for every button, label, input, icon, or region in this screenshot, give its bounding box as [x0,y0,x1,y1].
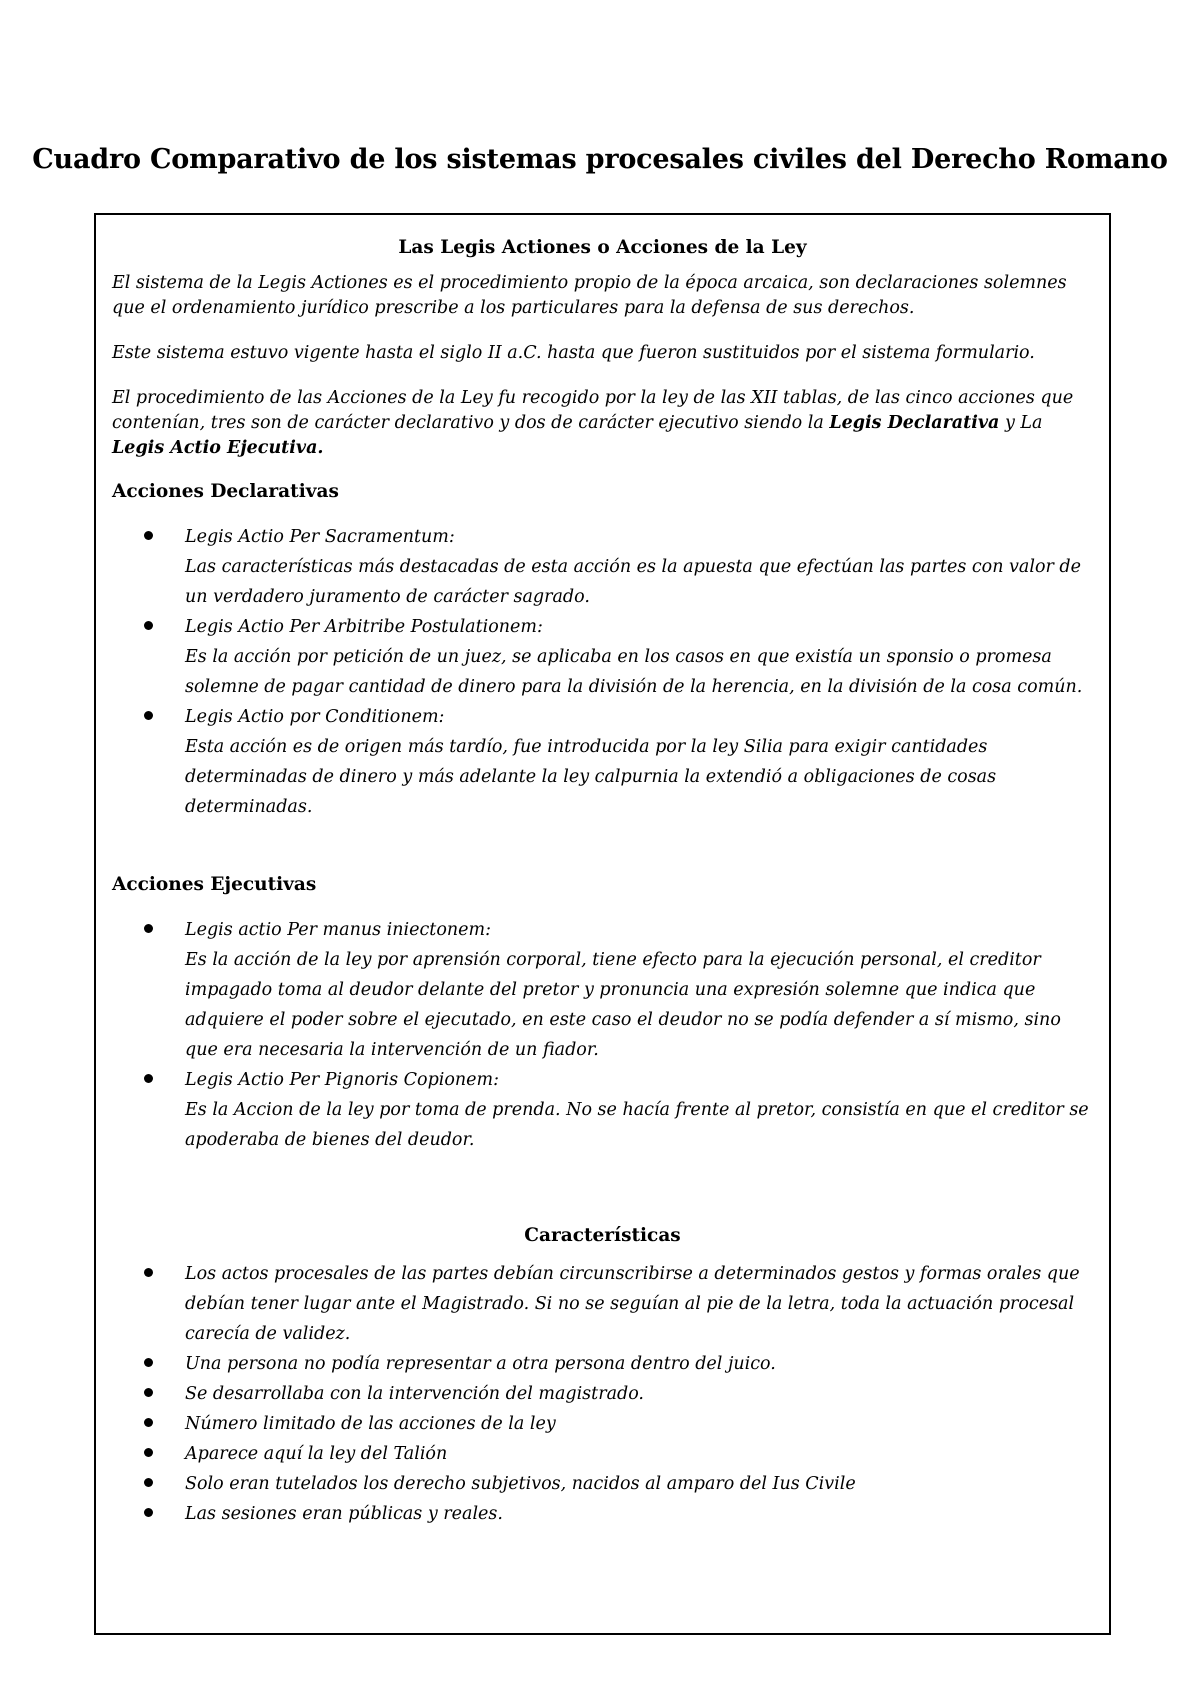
item-text: Los actos procesales de las partes debían circunscribirse a determinados gestos y formas orales que debían tener lugar ante el Magistrado. Si no se seguían al pie de la letra, toda la actuación procesal carecía de validez. [185,1264,1080,1344]
procedimiento-paragraph [112,386,1093,461]
bullet-icon [144,1358,153,1367]
bullet-icon [144,711,153,720]
list-item [112,1439,1093,1469]
bullet-icon [144,1508,153,1517]
section-heading: Las Legis Actiones o Acciones de la Ley [398,237,807,258]
declarativas-list [112,522,1093,822]
list-item [112,1409,1093,1439]
item-title: Legis Actio Per Sacramentum: [185,527,455,547]
list-item [112,915,1093,1065]
item-text: Número limitado de las acciones de la ley [185,1414,556,1434]
item-text: Se desarrollaba con la intervención del magistrado. [185,1384,644,1404]
bullet-icon [144,1074,153,1083]
bold-legis-ejecutiva: Legis Actio Ejecutiva. [112,438,324,458]
list-item [112,1379,1093,1409]
vigencia-paragraph: Este sistema estuvo vigente hasta el siglo II a.C. hasta que fueron sustituidos por el sistema formulario. [112,343,1035,363]
procedimiento-text: El procedimiento de las Acciones de la Ley fu recogido por la ley de las XII tablas, de las cinco acciones que contenían, tres son de carácter declarativo y dos de carácter ejecutivo siendo la [112,388,1074,433]
list-item [112,522,1093,612]
bullet-icon [144,924,153,933]
content-box [94,213,1111,1635]
item-text: Solo eran tutelados los derecho subjetivos, nacidos al amparo del Ius Civile [185,1474,856,1494]
page-title: Cuadro Comparativo de los sistemas procesales civiles del Derecho Romano [32,144,1168,175]
ejecutivas-list [112,915,1093,1155]
intro-paragraph: El sistema de la Legis Actiones es el procedimiento propio de la época arcaica, son declaraciones solemnes que el ordenamiento jurídico prescribe a los particulares para la defensa de sus derechos. [112,273,1067,318]
list-item [112,612,1093,702]
caracteristicas-heading: Características [524,1225,681,1246]
list-item [112,1259,1093,1349]
item-text: Aparece aquí la ley del Talión [185,1444,448,1464]
procedimiento-mid: y La [999,413,1043,433]
item-title: Legis Actio por Conditionem: [185,707,445,727]
bullet-icon [144,621,153,630]
item-title: Legis actio Per manus iniectonem: [185,920,491,940]
list-item [112,1469,1093,1499]
ejecutivas-heading: Acciones Ejecutivas [112,874,317,895]
bullet-icon [144,1418,153,1427]
item-description: Es la acción de la ley por aprensión corporal, tiene efecto para la ejecución personal, el creditor impagado toma al deudor delante del pretor y pronuncia una expresión solemne que indica que adquiere el poder sobre el ejecutado, en este caso el deudor no se podía defender a sí mismo, sino que era necesaria la intervención de un fiador. [185,950,1061,1060]
item-text: Las sesiones eran públicas y reales. [185,1504,503,1524]
list-item [112,702,1093,822]
bullet-icon [144,531,153,540]
bullet-icon [144,1478,153,1487]
bullet-icon [144,1268,153,1277]
item-description: Las características más destacadas de esta acción es la apuesta que efectúan las partes con valor de un verdadero juramento de carácter sagrado. [185,557,1081,607]
declarativas-heading: Acciones Declarativas [112,481,339,502]
item-title: Legis Actio Per Pignoris Copionem: [185,1070,500,1090]
item-description: Esta acción es de origen más tardío, fue introducida por la ley Silia para exigir cantidades determinadas de dinero y más adelante la ley calpurnia la extendió a obligaciones de cosas determinadas. [185,737,997,817]
item-description: Es la Accion de la ley por toma de prenda. No se hacía frente al pretor, consistía en que el creditor se apoderaba de bienes del deudor. [185,1100,1089,1150]
item-description: Es la acción por petición de un juez, se aplicaba en los casos en que existía un sponsio o promesa solemne de pagar cantidad de dinero para la división de la herencia, en la división de la cosa común. [185,647,1083,697]
item-title: Legis Actio Per Arbitribe Postulationem: [185,617,543,637]
bullet-icon [144,1448,153,1457]
item-text: Una persona no podía representar a otra persona dentro del juico. [185,1354,776,1374]
bullet-icon [144,1388,153,1397]
bold-legis-declarativa: Legis Declarativa [829,413,1000,433]
list-item [112,1349,1093,1379]
caracteristicas-list [112,1259,1093,1529]
list-item [112,1065,1093,1155]
list-item [112,1499,1093,1529]
